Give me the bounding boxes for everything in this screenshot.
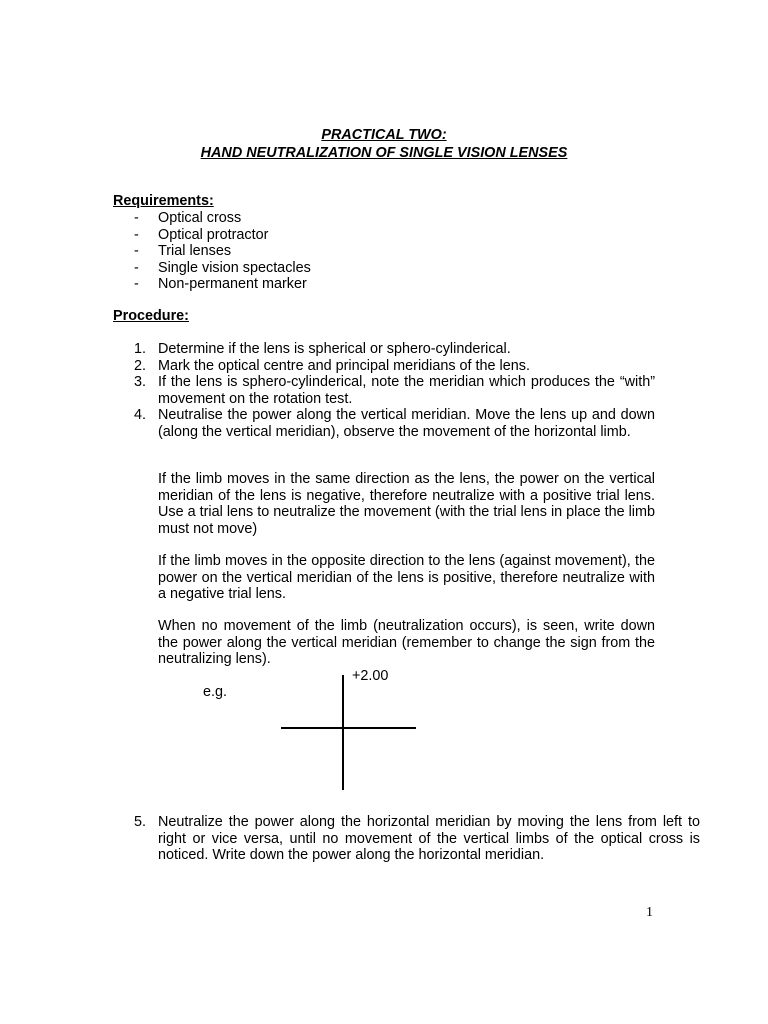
requirements-list: [113, 210, 311, 293]
requirements-heading: Requirements:: [113, 193, 214, 209]
requirement-item: - Trial lenses: [134, 243, 232, 259]
with-movement-paragraph: If the limb moves in the same direction as the lens, the power on the vertical meridian of the lens is negative, therefore neutralize with a positive trial lens. Use a trial lens to neutralize the movement (with the trial lens in place the limb must not move): [158, 471, 655, 537]
procedure-steps: [113, 341, 655, 440]
against-movement-paragraph: If the limb moves in the opposite direction to the lens (against movement), the power on the vertical meridian of the lens is positive, therefore neutralize with a negative trial lens.: [158, 553, 655, 602]
procedure-heading: Procedure:: [113, 308, 189, 324]
practical-subtitle: HAND NEUTRALIZATION OF SINGLE VISION LENSES: [200, 145, 568, 161]
power-value: +2.00: [352, 668, 389, 684]
example-label: e.g.: [203, 684, 228, 700]
requirement-item: - Single vision spectacles: [134, 259, 311, 276]
procedure-step: 1. Determine if the lens is spherical or sphero-cylinderical.: [134, 341, 511, 357]
procedure-step: 3. If the lens is sphero-cylinderical, note the meridian which produces the “with” movement on the rotation test.: [134, 374, 655, 407]
page-number: 1: [646, 905, 653, 920]
requirement-item: - Optical cross: [134, 210, 242, 226]
procedure-step-5: 5. Neutralize the power along the horizontal meridian by moving the lens from left to right or vice versa, until no movement of the vertical limbs of the optical cross is noticed. Write down the power along the horizontal meridian.: [134, 814, 700, 863]
optical-cross-vertical-line: [342, 675, 344, 790]
procedure-step: 4. Neutralise the power along the vertical meridian. Move the lens up and down (along the vertical meridian), observe the movement of the horizontal limb.: [134, 407, 655, 440]
requirement-item: - Non-permanent marker: [134, 276, 307, 292]
neutralization-paragraph: When no movement of the limb (neutralization occurs), is seen, write down the power along the vertical meridian (remember to change the sign from the neutralizing lens).: [158, 618, 655, 667]
procedure-step: 2. Mark the optical centre and principal meridians of the lens.: [134, 357, 530, 374]
requirement-item: - Optical protractor: [134, 226, 269, 243]
practical-title: PRACTICAL TWO:: [321, 127, 447, 143]
optical-cross-horizontal-line: [281, 727, 416, 729]
